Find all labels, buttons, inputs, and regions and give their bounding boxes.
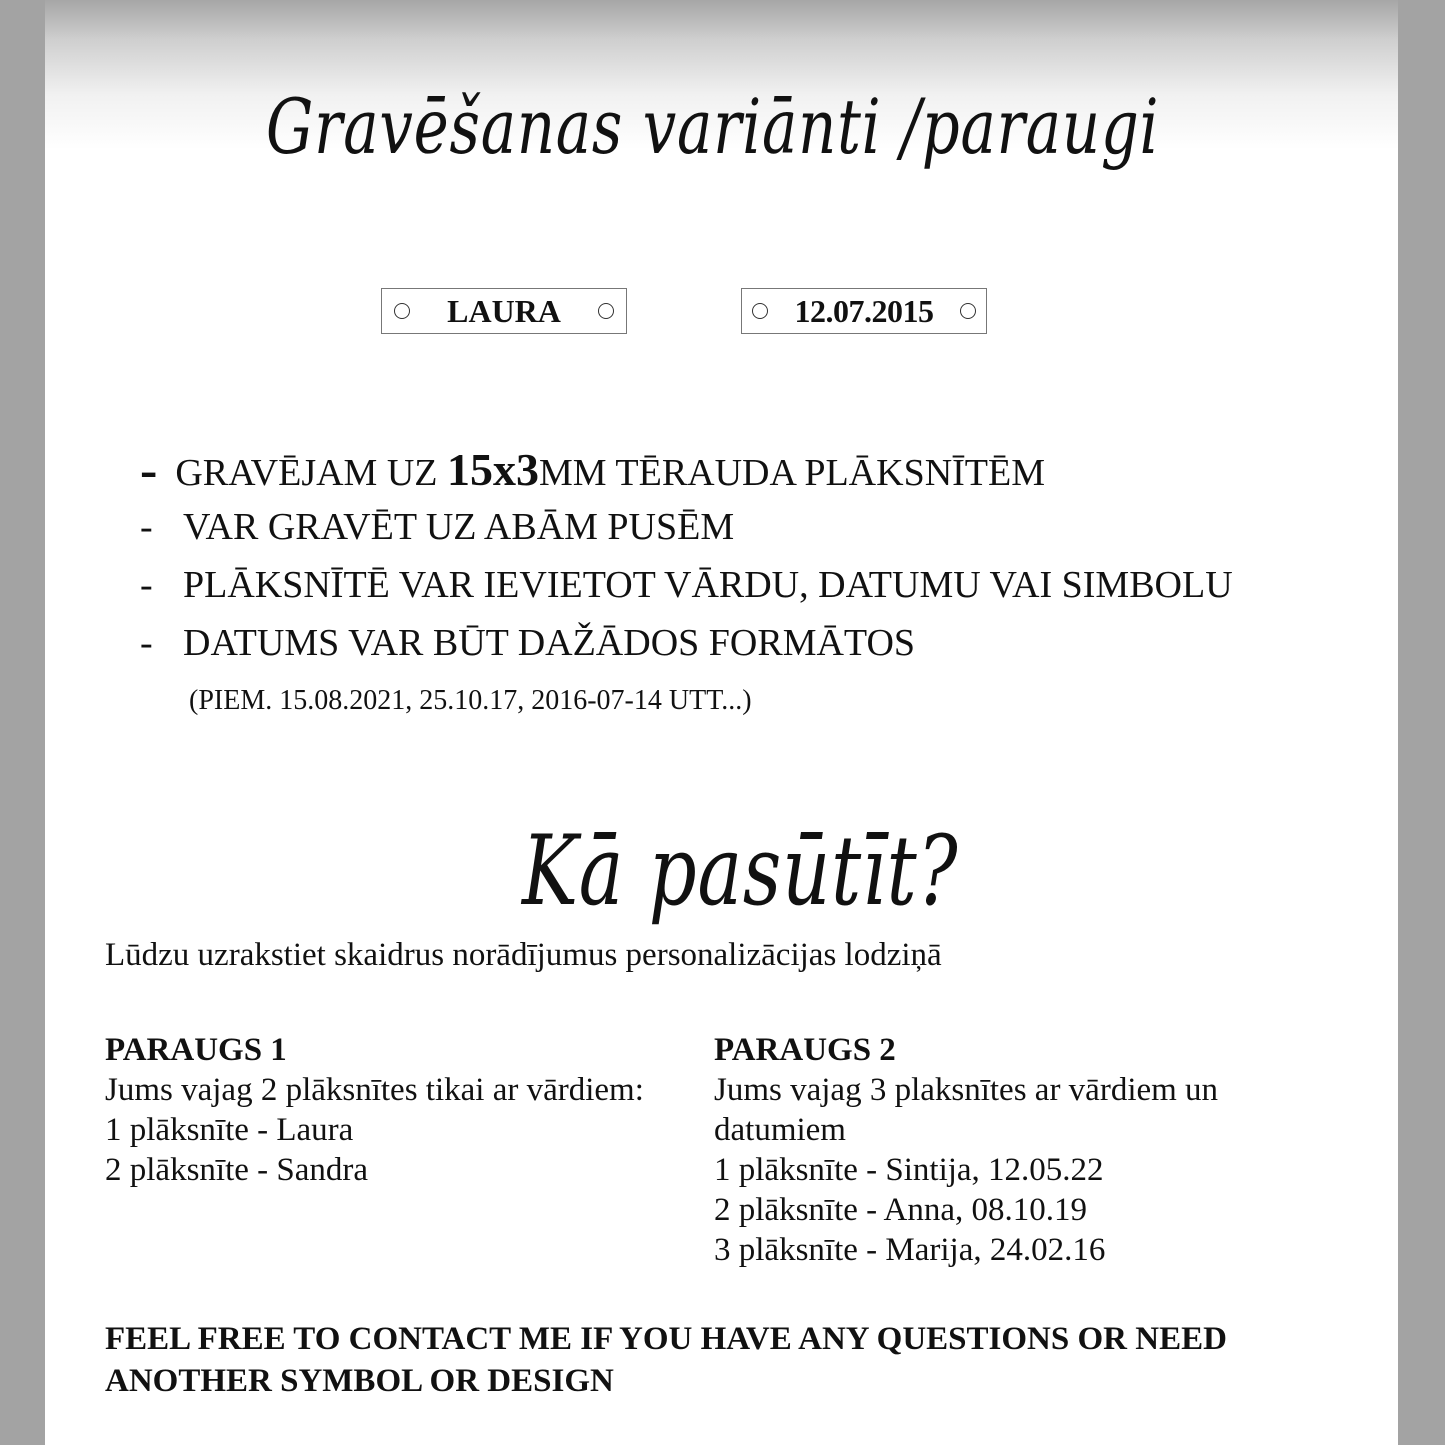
- sample-1-line: 2 plāksnīte - Sandra: [105, 1152, 369, 1188]
- sample-1-heading: PARAUGS 1: [105, 1032, 287, 1068]
- page-title: Gravēšanas variānti /paraugi: [266, 82, 1160, 171]
- sample-2-line: 3 plāksnīte - Marija, 24.02.16: [714, 1232, 1106, 1268]
- date-tag-label: 12.07.2015: [794, 292, 934, 329]
- sample-2-line: Jums vajag 3 plaksnītes ar vārdiem un datumiem: [714, 1072, 1219, 1148]
- order-title: Kā pasūtīt?: [522, 815, 959, 927]
- feature-date-formats-text: DATUMS VAR BŪT DAŽĀDOS FORMĀTOS: [183, 622, 916, 664]
- feature-size-value: 15x3: [447, 444, 539, 495]
- tag-hole-icon: [394, 303, 410, 319]
- feature-size: - GRAVĒJAM UZ 15x3MM TĒRAUDA PLĀKSNĪTĒM: [140, 442, 1046, 499]
- feature-size-suffix: MM TĒRAUDA PLĀKSNĪTĒM: [539, 452, 1046, 494]
- date-tag-sample: [741, 288, 987, 334]
- feature-size-prefix: GRAVĒJAM UZ: [175, 452, 447, 494]
- sample-1: [105, 1030, 665, 1190]
- sample-2-line: 1 plāksnīte - Sintija, 12.05.22: [714, 1152, 1104, 1188]
- feature-content: - PLĀKSNĪTĒ VAR IEVIETOT VĀRDU, DATUMU VAI SIMBOLU: [140, 564, 1233, 606]
- sample-1-line: 1 plāksnīte - Laura: [105, 1112, 354, 1148]
- tag-hole-icon: [598, 303, 614, 319]
- name-tag-sample: [381, 288, 627, 334]
- sample-1-line: Jums vajag 2 plāksnītes tikai ar vārdiem:: [105, 1072, 644, 1108]
- sample-2-heading: PARAUGS 2: [714, 1032, 896, 1068]
- tag-hole-icon: [752, 303, 768, 319]
- sample-2: [714, 1030, 1314, 1270]
- name-tag-label: LAURA: [447, 292, 561, 329]
- contact-note: FEEL FREE TO CONTACT ME IF YOU HAVE ANY QUESTIONS OR NEED ANOTHER SYMBOL OR DESIGN: [105, 1321, 1227, 1399]
- feature-content-text: PLĀKSNĪTĒ VAR IEVIETOT VĀRDU, DATUMU VAI SIMBOLU: [183, 564, 1233, 606]
- date-format-example: (PIEM. 15.08.2021, 25.10.17, 2016-07-14 UTT...): [189, 685, 752, 716]
- feature-both-sides: - VAR GRAVĒT UZ ABĀM PUSĒM: [140, 506, 735, 548]
- sample-2-line: 2 plāksnīte - Anna, 08.10.19: [714, 1192, 1088, 1228]
- tag-hole-icon: [960, 303, 976, 319]
- order-instructions: Lūdzu uzrakstiet skaidrus norādījumus personalizācijas lodziņā: [105, 937, 942, 973]
- feature-both-sides-text: VAR GRAVĒT UZ ABĀM PUSĒM: [183, 506, 735, 548]
- feature-date-formats: - DATUMS VAR BŪT DAŽĀDOS FORMĀTOS: [140, 622, 916, 664]
